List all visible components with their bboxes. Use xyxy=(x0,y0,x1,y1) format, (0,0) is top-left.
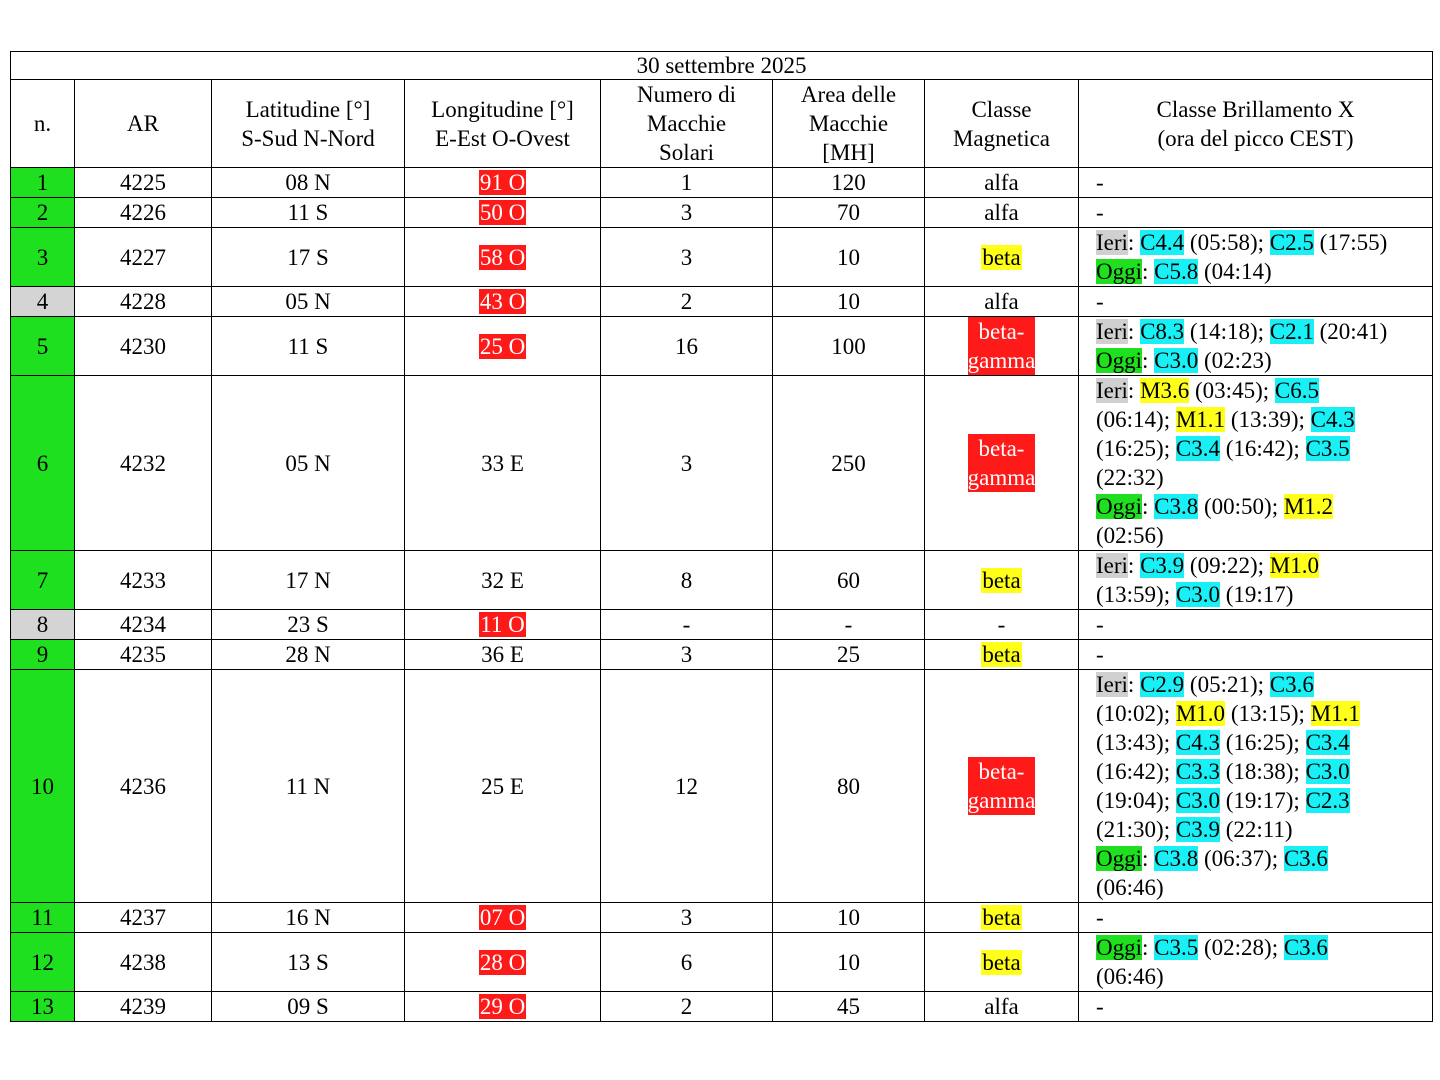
column-header-row xyxy=(11,80,1433,168)
longitude-highlight: 11 O xyxy=(480,612,525,637)
flare-grey-tag: Ieri xyxy=(1096,230,1128,255)
flare-text: (06:14); xyxy=(1096,407,1176,432)
spots-area-cell: 25 xyxy=(773,640,925,670)
flare-cyan-tag: C2.5 xyxy=(1269,230,1314,255)
flare-class-cell xyxy=(1079,168,1433,198)
magnetic-class-cell xyxy=(925,376,1079,551)
header-line: Solari xyxy=(659,140,714,165)
ar-cell: 4234 xyxy=(75,610,212,640)
flare-class-cell xyxy=(1079,317,1433,376)
flare-text: : xyxy=(1127,672,1141,697)
longitude-cell xyxy=(405,933,601,992)
flare-text: (22:32) xyxy=(1096,465,1164,490)
flare-cyan-tag: C3.8 xyxy=(1154,494,1199,519)
flare-text: (16:25); xyxy=(1219,730,1306,755)
ar-cell: 4226 xyxy=(75,198,212,228)
latitude-cell: 11 N xyxy=(212,670,405,903)
magnetic-class-highlight xyxy=(968,757,1036,815)
header-spots-area xyxy=(773,80,925,168)
flare-class-cell xyxy=(1079,992,1433,1022)
magnetic-class-cell xyxy=(925,317,1079,376)
flare-text: : xyxy=(1127,553,1141,578)
flare-text: (10:02); xyxy=(1096,701,1176,726)
spots-area-cell: 45 xyxy=(773,992,925,1022)
header-longitude xyxy=(405,80,601,168)
header-line: Area delle xyxy=(800,82,897,107)
flare-text: (14:18); xyxy=(1184,319,1270,344)
flare-text: (02:56) xyxy=(1096,523,1164,548)
header-line: Numero di xyxy=(636,82,736,107)
region-number-cell: 6 xyxy=(11,376,75,551)
magnetic-class-highlight: beta xyxy=(982,949,1021,975)
header-line: S-Sud N-Nord xyxy=(241,125,375,151)
table-row xyxy=(11,168,1433,198)
latitude-cell: 17 S xyxy=(212,228,405,287)
spots-count-cell: 6 xyxy=(601,933,773,992)
flare-cyan-tag: C3.5 xyxy=(1305,436,1350,461)
flare-cyan-tag: C3.0 xyxy=(1305,759,1350,784)
flare-text: (13:43); xyxy=(1096,730,1176,755)
longitude-highlight: 91 O xyxy=(479,170,526,195)
spots-area-cell: 100 xyxy=(773,317,925,376)
flare-grey-tag: Ieri xyxy=(1096,319,1128,344)
longitude-cell: 33 E xyxy=(405,376,601,551)
flare-text: (05:21); xyxy=(1184,672,1270,697)
longitude-cell xyxy=(405,610,601,640)
latitude-cell: 13 S xyxy=(212,933,405,992)
magnetic-class-highlight xyxy=(968,317,1036,375)
latitude-cell: 11 S xyxy=(212,198,405,228)
table-row xyxy=(11,992,1433,1022)
flare-text: : xyxy=(1142,846,1155,871)
longitude-cell: 36 E xyxy=(405,640,601,670)
spots-area-cell: 70 xyxy=(773,198,925,228)
longitude-highlight: 50 O xyxy=(479,200,526,225)
flare-cyan-tag: C3.4 xyxy=(1305,730,1350,755)
flare-text: (19:17); xyxy=(1219,788,1306,813)
spots-count-cell: 12 xyxy=(601,670,773,903)
longitude-cell: 25 E xyxy=(405,670,601,903)
flare-cyan-tag: C6.5 xyxy=(1274,378,1319,403)
flare-green-tag: Oggi xyxy=(1096,259,1142,284)
flare-text: : xyxy=(1142,348,1155,373)
spots-count-cell: 3 xyxy=(601,228,773,287)
flare-grey-tag: Ieri xyxy=(1096,672,1128,697)
magnetic-class-highlight: beta xyxy=(982,244,1021,270)
header-line: Classe Brillamento X xyxy=(1156,96,1355,122)
spots-area-cell: 250 xyxy=(773,376,925,551)
magnetic-class-cell: alfa xyxy=(925,168,1079,198)
magnetic-class-line: gamma xyxy=(967,465,1036,490)
longitude-cell xyxy=(405,168,601,198)
flare-text: (22:11) xyxy=(1219,817,1293,842)
flare-green-tag: Oggi xyxy=(1096,846,1142,871)
longitude-cell: 32 E xyxy=(405,551,601,610)
flare-text: - xyxy=(1096,170,1104,195)
flare-cyan-tag: C3.8 xyxy=(1154,846,1199,871)
ar-cell: 4230 xyxy=(75,317,212,376)
flare-text: - xyxy=(1096,612,1104,637)
magnetic-class-highlight xyxy=(968,434,1036,492)
latitude-cell: 09 S xyxy=(212,992,405,1022)
flare-class-cell xyxy=(1079,933,1433,992)
flare-grey-tag: Ieri xyxy=(1096,378,1128,403)
flare-yellow-tag: M1.0 xyxy=(1175,701,1226,726)
header-ar xyxy=(75,80,212,168)
spots-area-cell: 10 xyxy=(773,287,925,317)
header-line: Macchie xyxy=(808,111,889,136)
spots-count-cell: 3 xyxy=(601,640,773,670)
flare-text: : xyxy=(1127,319,1141,344)
ar-cell: 4236 xyxy=(75,670,212,903)
table-row xyxy=(11,933,1433,992)
table-row xyxy=(11,317,1433,376)
longitude-cell xyxy=(405,992,601,1022)
spots-count-cell: 1 xyxy=(601,168,773,198)
region-number-cell: 4 xyxy=(11,287,75,317)
region-number-cell: 5 xyxy=(11,317,75,376)
header-latitude xyxy=(212,80,405,168)
flare-cyan-tag: C2.1 xyxy=(1269,319,1314,344)
magnetic-class-line: beta- xyxy=(978,319,1025,344)
magnetic-class-cell: alfa xyxy=(925,287,1079,317)
flare-cyan-tag: C3.6 xyxy=(1283,935,1328,960)
flare-cyan-tag: C4.3 xyxy=(1175,730,1220,755)
region-number-cell: 10 xyxy=(11,670,75,903)
spots-area-cell: 60 xyxy=(773,551,925,610)
flare-text: (16:42); xyxy=(1096,759,1176,784)
flare-yellow-tag: M1.0 xyxy=(1269,553,1319,578)
longitude-highlight: 58 O xyxy=(479,244,526,270)
region-number-cell: 8 xyxy=(11,610,75,640)
flare-text: (06:46) xyxy=(1096,964,1164,989)
spots-count-cell: 3 xyxy=(601,198,773,228)
flare-text: - xyxy=(1096,289,1104,314)
flare-text: - xyxy=(1096,905,1104,930)
flare-cyan-tag: C3.6 xyxy=(1269,672,1314,697)
magnetic-class-cell xyxy=(925,933,1079,992)
region-number-cell: 3 xyxy=(11,228,75,287)
region-number-cell: 1 xyxy=(11,168,75,198)
latitude-cell: 05 N xyxy=(212,287,405,317)
flare-yellow-tag: M1.1 xyxy=(1310,701,1360,726)
flare-yellow-tag: M3.6 xyxy=(1140,378,1190,403)
header-line: n. xyxy=(33,111,52,136)
active-regions-body xyxy=(11,168,1433,1022)
header-flare-class xyxy=(1079,80,1433,168)
flare-text: (21:30); xyxy=(1096,817,1176,842)
header-line: Latitudine [°] xyxy=(245,96,371,122)
latitude-cell: 11 S xyxy=(212,317,405,376)
table-row xyxy=(11,228,1433,287)
spots-count-cell: - xyxy=(601,610,773,640)
ar-cell: 4227 xyxy=(75,228,212,287)
flare-class-cell xyxy=(1079,903,1433,933)
header-line: Magnetica xyxy=(952,125,1051,151)
latitude-cell: 28 N xyxy=(212,640,405,670)
table-row xyxy=(11,551,1433,610)
magnetic-class-line: gamma xyxy=(967,348,1036,373)
flare-text: (13:15); xyxy=(1225,701,1311,726)
flare-cyan-tag: C3.4 xyxy=(1175,436,1220,461)
ar-cell: 4237 xyxy=(75,903,212,933)
spots-area-cell: 80 xyxy=(773,670,925,903)
header-line: Longitudine [°] xyxy=(431,96,574,122)
longitude-highlight: 28 O xyxy=(479,949,526,975)
header-line: (ora del picco CEST) xyxy=(1157,125,1354,151)
flare-text: - xyxy=(1096,200,1104,225)
longitude-highlight: 25 O xyxy=(479,333,526,359)
flare-cyan-tag: C3.3 xyxy=(1175,759,1220,784)
longitude-cell xyxy=(405,228,601,287)
flare-text: : xyxy=(1127,230,1141,255)
spots-count-cell: 2 xyxy=(601,287,773,317)
flare-cyan-tag: C2.3 xyxy=(1305,788,1350,813)
flare-class-cell xyxy=(1079,640,1433,670)
flare-text: (16:42); xyxy=(1219,436,1306,461)
ar-cell: 4238 xyxy=(75,933,212,992)
magnetic-class-cell: alfa xyxy=(925,992,1079,1022)
latitude-cell: 08 N xyxy=(212,168,405,198)
magnetic-class-cell xyxy=(925,551,1079,610)
flare-text: (06:46) xyxy=(1096,875,1164,900)
flare-text: (09:22); xyxy=(1184,553,1270,578)
latitude-cell: 05 N xyxy=(212,376,405,551)
header-spots-count xyxy=(601,80,773,168)
flare-text: : xyxy=(1142,935,1155,960)
flare-class-cell xyxy=(1079,287,1433,317)
spots-area-cell: 10 xyxy=(773,933,925,992)
spots-count-cell: 3 xyxy=(601,376,773,551)
spots-count-cell: 3 xyxy=(601,903,773,933)
report-date-title: 30 settembre 2025 xyxy=(11,52,1433,80)
longitude-cell xyxy=(405,317,601,376)
flare-text: (18:38); xyxy=(1219,759,1306,784)
flare-cyan-tag: C4.4 xyxy=(1140,230,1185,255)
magnetic-class-cell xyxy=(925,903,1079,933)
table-row xyxy=(11,287,1433,317)
ar-cell: 4239 xyxy=(75,992,212,1022)
flare-text: - xyxy=(1096,994,1104,1019)
flare-text: (16:25); xyxy=(1096,436,1176,461)
longitude-cell xyxy=(405,903,601,933)
magnetic-class-cell xyxy=(925,228,1079,287)
flare-green-tag: Oggi xyxy=(1096,494,1142,519)
flare-cyan-tag: C8.3 xyxy=(1140,319,1185,344)
magnetic-class-highlight: beta xyxy=(982,642,1021,667)
flare-cyan-tag: C3.0 xyxy=(1154,348,1199,373)
flare-text: : xyxy=(1142,259,1155,284)
header-n xyxy=(11,80,75,168)
magnetic-class-line: beta- xyxy=(978,436,1025,461)
flare-cyan-tag: C3.0 xyxy=(1175,788,1220,813)
flare-text: (04:14) xyxy=(1198,259,1272,284)
longitude-highlight: 29 O xyxy=(479,994,526,1019)
header-line: Macchie xyxy=(646,111,727,136)
flare-text: : xyxy=(1142,494,1155,519)
magnetic-class-cell xyxy=(925,670,1079,903)
ar-cell: 4228 xyxy=(75,287,212,317)
magnetic-class-highlight: beta xyxy=(982,905,1021,930)
region-number-cell: 13 xyxy=(11,992,75,1022)
magnetic-class-cell: - xyxy=(925,610,1079,640)
magnetic-class-cell xyxy=(925,640,1079,670)
flare-text: (02:23) xyxy=(1198,348,1272,373)
sunspot-report-table xyxy=(10,51,1433,1022)
latitude-cell: 23 S xyxy=(212,610,405,640)
longitude-highlight: 43 O xyxy=(479,289,526,314)
flare-class-cell xyxy=(1079,610,1433,640)
flare-cyan-tag: C3.6 xyxy=(1283,846,1328,871)
magnetic-class-highlight: beta xyxy=(982,567,1021,593)
flare-cyan-tag: C2.9 xyxy=(1140,672,1185,697)
header-line: Classe xyxy=(971,96,1032,122)
flare-text: (03:45); xyxy=(1189,378,1275,403)
region-number-cell: 12 xyxy=(11,933,75,992)
table-row xyxy=(11,610,1433,640)
flare-text: (20:41) xyxy=(1313,319,1388,344)
ar-cell: 4225 xyxy=(75,168,212,198)
latitude-cell: 17 N xyxy=(212,551,405,610)
magnetic-class-cell: alfa xyxy=(925,198,1079,228)
table-row xyxy=(11,670,1433,903)
flare-yellow-tag: M1.2 xyxy=(1283,494,1334,519)
spots-area-cell: 120 xyxy=(773,168,925,198)
spots-area-cell: 10 xyxy=(773,228,925,287)
spots-area-cell: - xyxy=(773,610,925,640)
flare-green-tag: Oggi xyxy=(1096,348,1142,373)
region-number-cell: 2 xyxy=(11,198,75,228)
flare-cyan-tag: C4.3 xyxy=(1310,407,1355,432)
latitude-cell: 16 N xyxy=(212,903,405,933)
flare-cyan-tag: C5.8 xyxy=(1154,259,1199,284)
header-line: E-Est O-Ovest xyxy=(435,125,570,151)
flare-class-cell xyxy=(1079,670,1433,903)
flare-class-cell xyxy=(1079,376,1433,551)
longitude-cell xyxy=(405,287,601,317)
region-number-cell: 11 xyxy=(11,903,75,933)
region-number-cell: 7 xyxy=(11,551,75,610)
flare-text: (06:37); xyxy=(1198,846,1284,871)
table-row xyxy=(11,376,1433,551)
magnetic-class-line: gamma xyxy=(967,788,1036,813)
flare-class-cell xyxy=(1079,198,1433,228)
header-line: AR xyxy=(127,111,159,136)
spots-count-cell: 16 xyxy=(601,317,773,376)
header-line: [MH] xyxy=(822,140,875,165)
longitude-cell xyxy=(405,198,601,228)
table-row xyxy=(11,903,1433,933)
flare-text: (00:50); xyxy=(1198,494,1284,519)
longitude-highlight: 07 O xyxy=(479,905,526,930)
flare-cyan-tag: C3.9 xyxy=(1175,817,1220,842)
flare-text: : xyxy=(1127,378,1141,403)
spots-area-cell: 10 xyxy=(773,903,925,933)
ar-cell: 4232 xyxy=(75,376,212,551)
table-row xyxy=(11,198,1433,228)
magnetic-class-line: beta- xyxy=(978,759,1025,784)
flare-cyan-tag: C3.9 xyxy=(1140,553,1185,578)
table-row xyxy=(11,640,1433,670)
ar-cell: 4235 xyxy=(75,640,212,670)
region-number-cell: 9 xyxy=(11,640,75,670)
flare-text: (17:55) xyxy=(1313,230,1388,255)
flare-text: (05:58); xyxy=(1184,230,1270,255)
ar-cell: 4233 xyxy=(75,551,212,610)
flare-text: (13:39); xyxy=(1225,407,1311,432)
header-magnetic-class xyxy=(925,80,1079,168)
flare-class-cell xyxy=(1079,228,1433,287)
flare-class-cell xyxy=(1079,551,1433,610)
flare-cyan-tag: C3.5 xyxy=(1154,935,1199,960)
flare-text: (19:04); xyxy=(1096,788,1176,813)
flare-text: (02:28); xyxy=(1198,935,1284,960)
flare-green-tag: Oggi xyxy=(1096,935,1142,960)
spots-count-cell: 8 xyxy=(601,551,773,610)
flare-grey-tag: Ieri xyxy=(1096,553,1128,578)
flare-yellow-tag: M1.1 xyxy=(1175,407,1226,432)
flare-cyan-tag: C3.0 xyxy=(1175,582,1220,607)
flare-text: (13:59); xyxy=(1096,582,1176,607)
flare-text: (19:17) xyxy=(1219,582,1294,607)
flare-text: - xyxy=(1096,642,1104,667)
spots-count-cell: 2 xyxy=(601,992,773,1022)
